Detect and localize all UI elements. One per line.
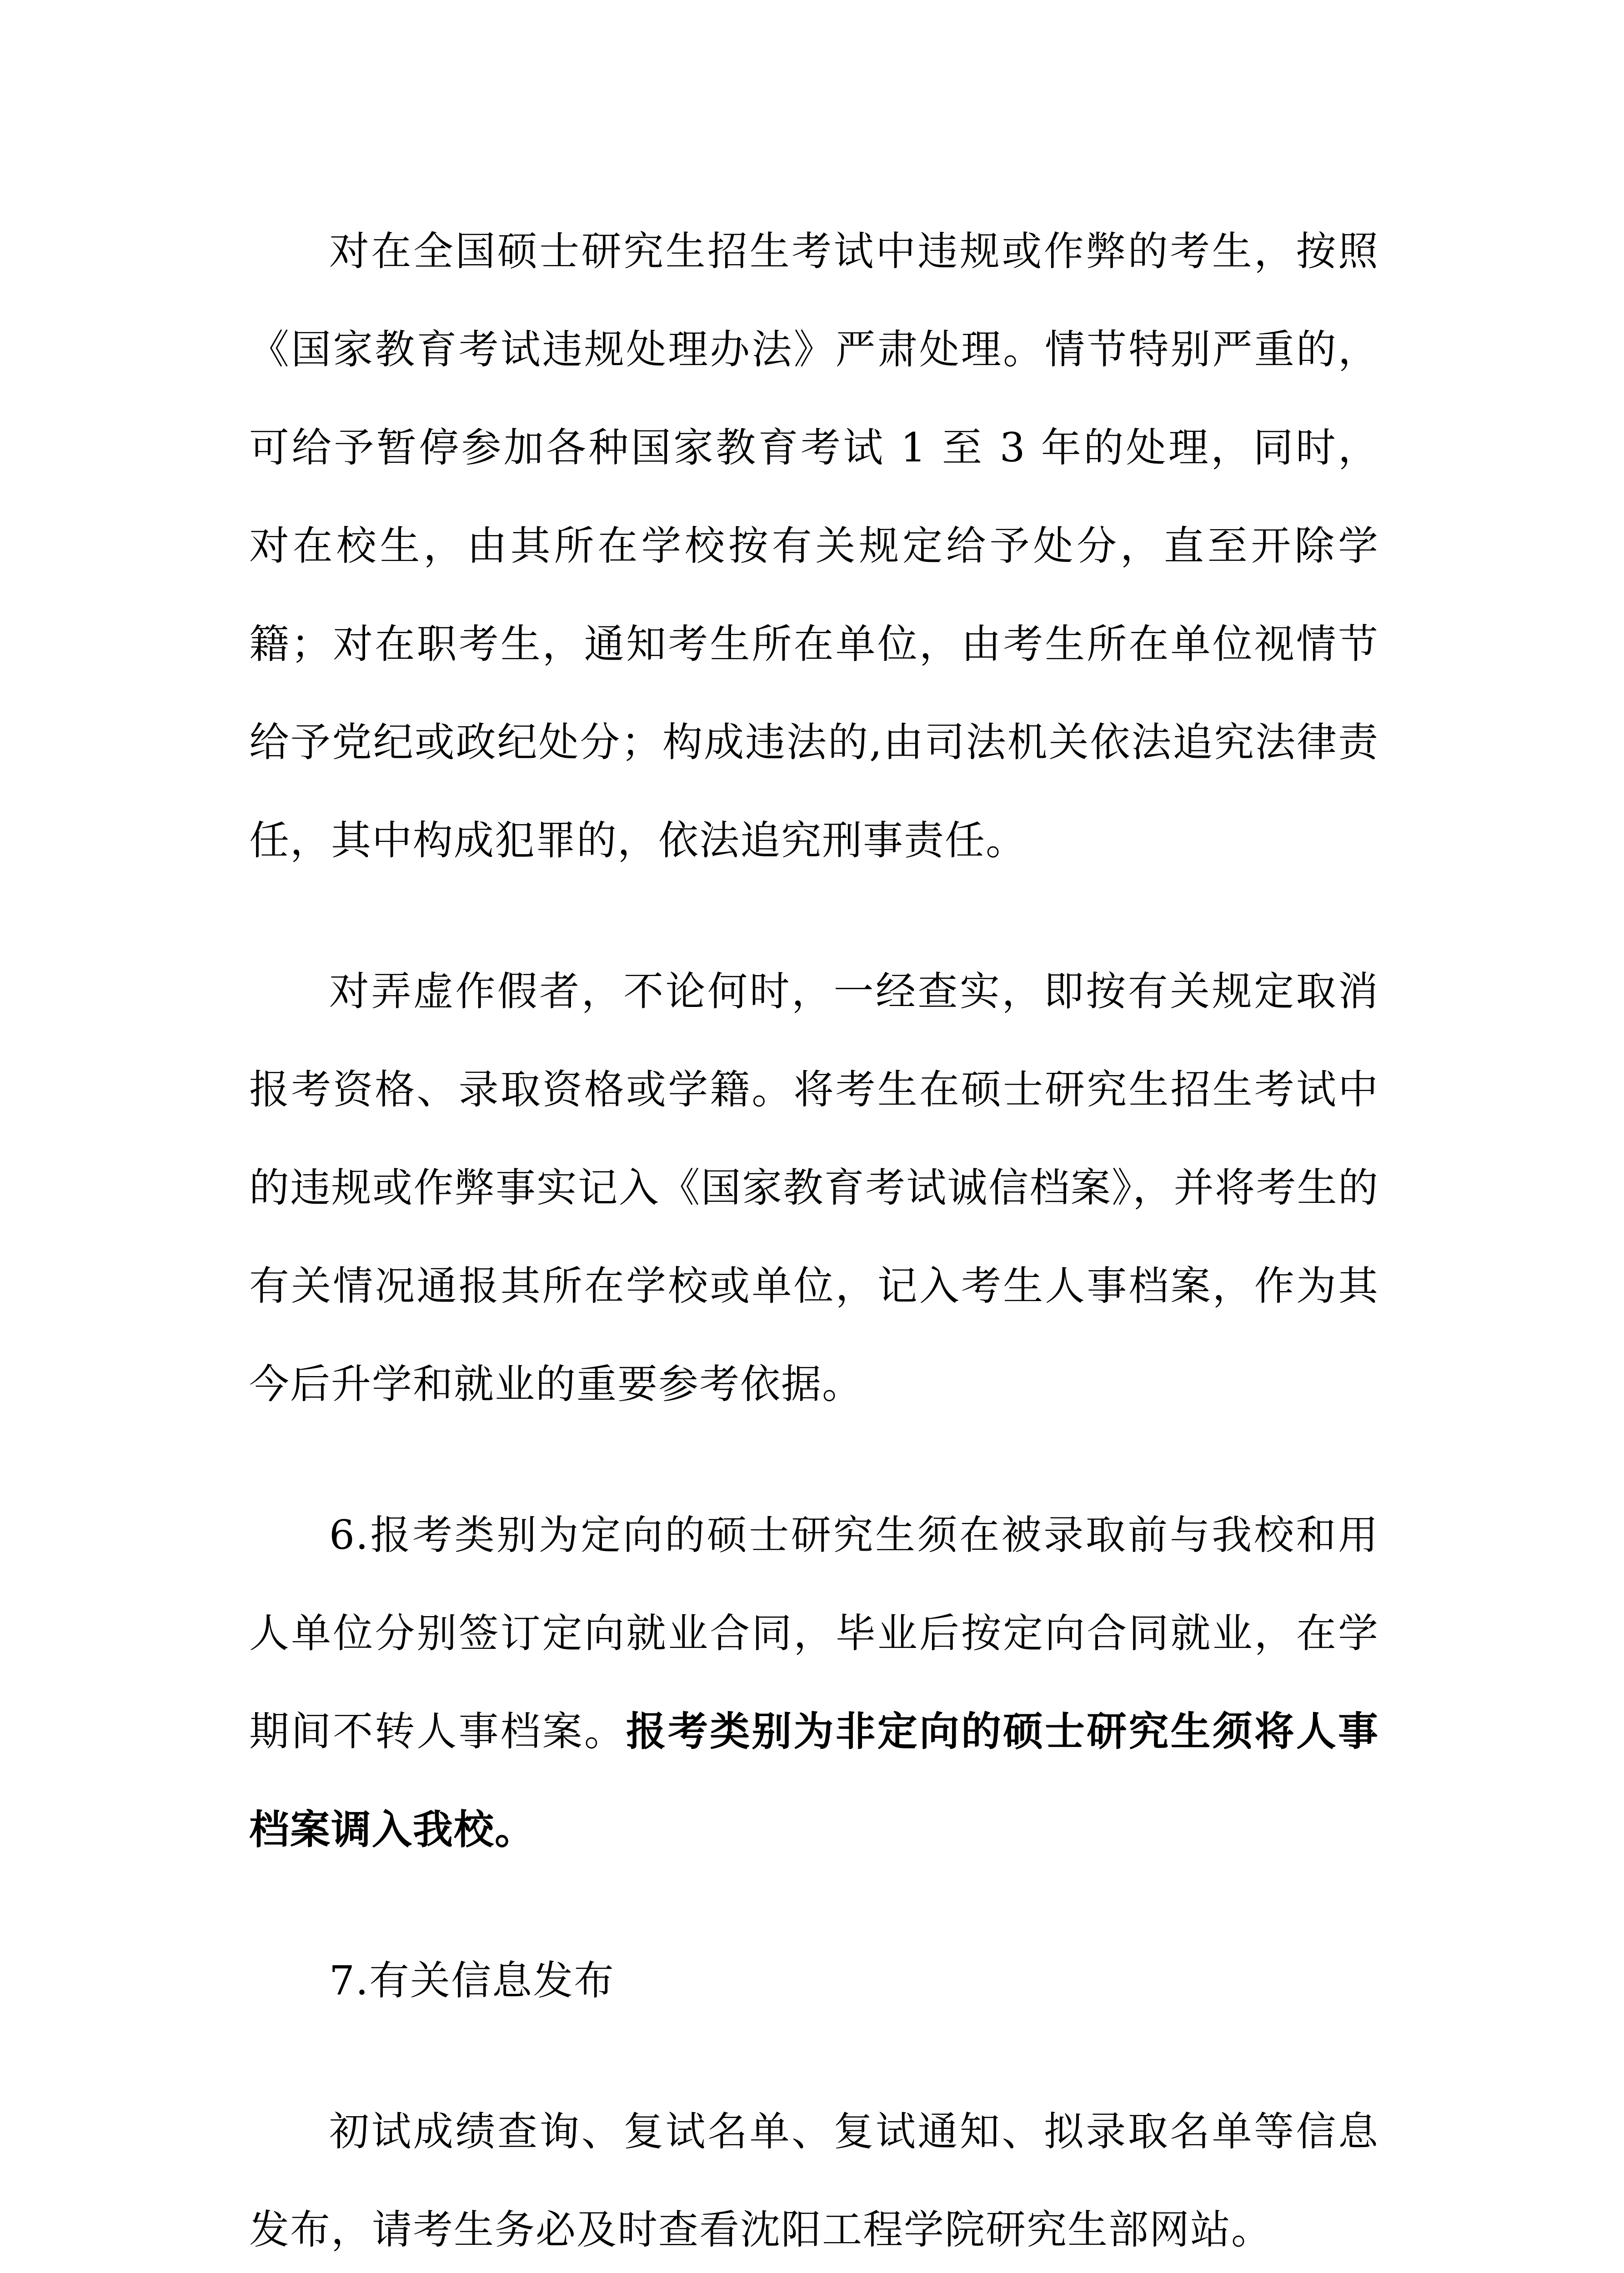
paragraph-violation-handling: 对在全国硕士研究生招生考试中违规或作弊的考生，按照《国家教育考试违规处理办法》严肃处理。情节特别严重的，可给予暂停参加各种国家教育考试 1 至 3 年的处理，同时，对在校生，由其所在学校按有关规定给予处分，直至开除学籍；对在职考生，通知考生所在单位，由考生所在单位视情节给予党纪或政纪处分；构成违法的,由司法机关依法追究法律责任，其中构成犯罪的，依法追究刑事责任。 (249, 228, 1379, 864)
paragraph-fraud-handling: 对弄虚作假者，不论何时，一经查实，即按有关规定取消报考资格、录取资格或学籍。将考生在硕士研究生招生考试中的违规或作弊事实记入《国家教育考试诚信档案》，并将考生的有关情况通报其所在学校或单位，记入考生人事档案，作为其今后升学和就业的重要参考依据。 (249, 968, 1379, 1407)
document-body (249, 202, 1379, 2273)
paragraph-info-release: 初试成绩查询、复试名单、复试通知、拟录取名单等信息发布，请考生务必及时查看沈阳工程学院研究生部网站。 (249, 2108, 1379, 2253)
paragraph-item-7-heading: 7.有关信息发布 (329, 1957, 615, 2004)
item-6-regular-text: 6.报考类别为定向的硕士研究生须在被录取前与我校和用人单位分别签订定向就业合同，毕业后按定向合同就业，在学期间不转人事档案。 (249, 1512, 1379, 1755)
paragraph-item-6 (249, 1486, 1379, 1879)
item-6-bold-text: 报考类别为非定向的硕士研究生须将人事档案调入我校。 (249, 1708, 1379, 1853)
